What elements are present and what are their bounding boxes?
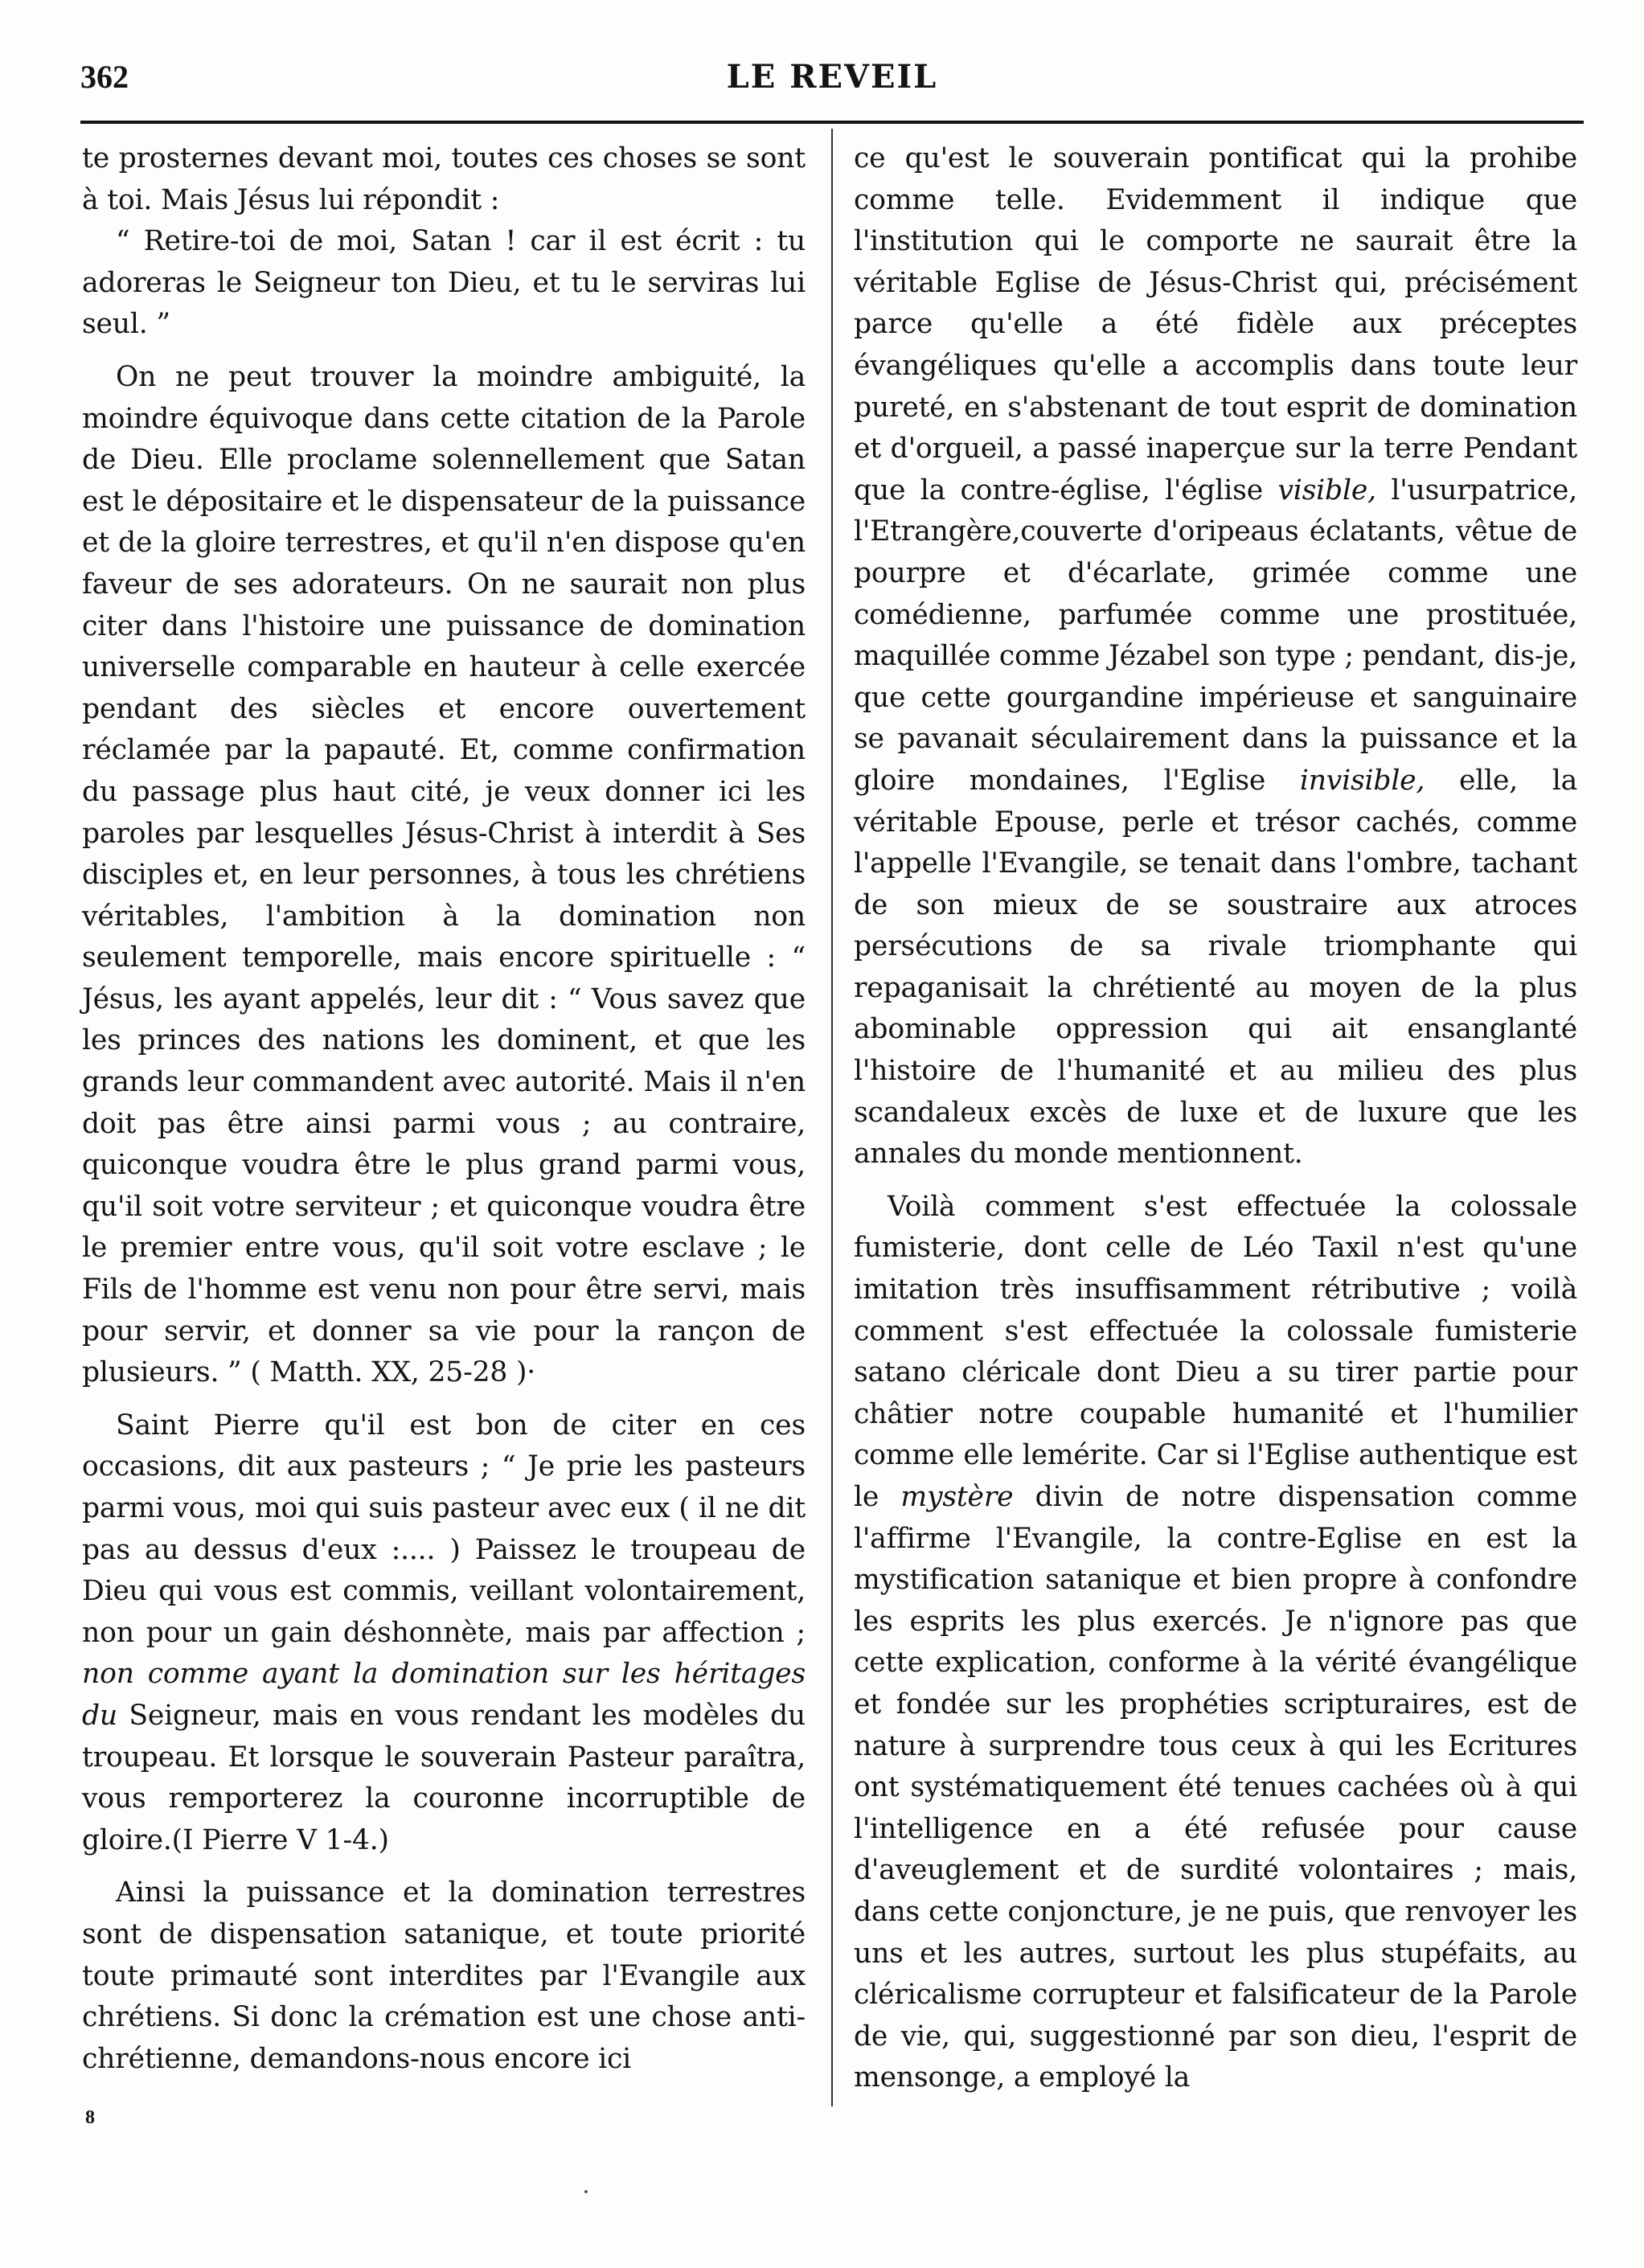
right-paragraph-2-part-b: divin de notre dispensation comme l'affirme l'Evangile, la contre-Eglise en est la mystification satanique et bien propre à confondre les esprits les plus exercés. Je n'ignore pas que cette explication, conforme à la vérité évangélique et fondée sur les prophéties scripturaires, est de nature à surprendre tous ceux à qui les Ecritures ont systématiquement été tenues cachées où à qui l'intelligence en a été refusée pour cause d'aveuglement et de surdité volontaires ; mais, dans cette conjoncture, je ne puis, que renvoyer les uns et les autres, surtout les plus stupéfaits, au cléricalisme corrupteur et falsificateur de la Parole de vie, qui, suggestionné par son dieu, l'esprit de mensonge, a employé la <box>854 1481 1577 2094</box>
right-paragraph-2 <box>854 1187 1577 2099</box>
left-paragraph-5: Ainsi la puissance et la domination terrestres sont de dispensation satanique, et toute priorité toute primauté sont interdites par l'Evangile aux chrétiens. Si donc la crémation est une chose anti-chrétienne, demandons-nous encore ici <box>82 1876 806 2075</box>
left-column <box>82 138 806 2080</box>
left-paragraph-1: te prosternes devant moi, toutes ces choses se sont à toi. Mais Jésus lui répondit : <box>82 142 806 216</box>
left-paragraph-4-part-b: Seigneur, mais en vous rendant les modèles du troupeau. Et lorsque le souverain Pasteur paraîtra, vous remporterez la couronne incorruptible de gloire.(I Pierre V 1-4.) <box>82 1699 806 1856</box>
left-paragraph-4-part-a: Saint Pierre qu'il est bon de citer en ces occasions, dit aux pasteurs ; “ Je prie les pasteurs parmi vous, moi qui suis pasteur avec eux ( il ne dit pas au dessus d'eux :.... ) Paissez le troupeau de Dieu qui vous est commis, veillant volontairement, non pour un gain déshonnète, mais par affection ; <box>82 1409 806 1649</box>
header-rule <box>80 121 1584 124</box>
right-paragraph-1 <box>854 138 1577 1175</box>
right-paragraph-1-part-b: l'usurpatrice, l'Etrangère,couverte d'oripeaus éclatants, vêtue de pourpre et d'écarlate, grimée comme une comédienne, parfumée comme une prostituée, maquillée comme Jézabel son type ; pendant, dis-je, que cette gourgandine impérieuse et sanguinaire se pavanait séculairement dans la puissance et la gloire mondaines, l'Eglise <box>854 474 1577 797</box>
running-title: LE REVEIL <box>726 58 938 96</box>
page-number: 362 <box>80 59 129 95</box>
right-paragraph-1-visible: visible, <box>1277 474 1376 507</box>
right-paragraph-2-part-a: Voilà comment s'est effectuée la colossale fumisterie, dont celle de Léo Taxil n'est qu'une imitation très insuffisamment rétributive ; voilà comment s'est effectuée la colossale fumisterie satano cléricale dont Dieu a su tirer partie pour châtier notre coupable humanité et l'humilier comme elle lemérite. Car si l'Eglise authentique est le <box>854 1190 1577 1513</box>
right-paragraph-1-part-c: elle, la véritable Epouse, perle et trésor cachés, comme l'appelle l'Evangile, se tenait dans l'ombre, tachant de son mieux de se soustraire aux atroces persécutions de sa rivale triomphante qui repaganisait la chrétienté au moyen de la plus abominable oppression qui ait ensanglanté l'histoire de l'humanité et au milieu des plus scandaleux excès de luxe et de luxure que les annales du monde mentionnent. <box>854 764 1577 1171</box>
right-paragraph-1-part-a: ce qu'est le souverain pontificat qui la prohibe comme telle. Evidemment il indique que l'institution qui le comporte ne saurait être la véritable Eglise de Jésus-Christ qui, précisément parce qu'elle a été fidèle aux préceptes évangéliques qu'elle a accomplis dans toute leur pureté, en s'abstenant de tout esprit de domination et d'orgueil, a passé inaperçue sur la terre Pendant que la contre-église, l'église <box>854 142 1577 507</box>
left-paragraph-3: On ne peut trouver la moindre ambiguité, la moindre équivoque dans cette citation de la Parole de Dieu. Elle proclame solennellement que Satan est le dépositaire et le dispensateur de la puissance et de la gloire terrestres, et qu'il n'en dispose qu'en faveur de ses adorateurs. On ne saurait non plus citer dans l'histoire une puissance de domination universelle comparable en hauteur à celle exercée pendant des siècles et encore ouvertement réclamée par la papauté. Et, comme confirmation du passage plus haut cité, je veux donner ici les paroles par lesquelles Jésus-Christ à interdit à Ses disciples et, en leur personnes, à tous les chrétiens véritables, l'ambition à la domination non seulement temporelle, mais encore spirituelle : “ Jésus, les ayant appelés, leur dit : “ Vous savez que les princes des nations les dominent, et que les grands leur commandent avec autorité. Mais il n'en doit pas être ainsi parmi vous ; au contraire, quiconque voudra être le plus grand parmi vous, qu'il soit votre serviteur ; et quiconque voudra être le premier entre vous, qu'il soit votre esclave ; le Fils de l'homme est venu non pour être servi, mais pour servir, et donner sa vie pour la rançon de plusieurs. ” ( Matth. XX, 25-28 )· <box>82 360 806 1389</box>
right-paragraph-1-invisible: invisible, <box>1299 764 1425 797</box>
column-divider <box>831 129 833 2106</box>
left-paragraph-2: “ Retire-toi de moi, Satan ! car il est écrit : tu adoreras le Seigneur ton Dieu, et tu le serviras lui seul. ” <box>82 225 806 341</box>
running-header <box>80 58 1584 106</box>
left-paragraph-4-italic: non comme ayant la domination sur les héritages du <box>82 1658 806 1732</box>
right-column <box>854 138 1577 2099</box>
signature-mark: 8 <box>85 2107 95 2128</box>
right-paragraph-2-mystere: mystère <box>900 1481 1014 1513</box>
left-paragraph-4 <box>82 1405 806 1862</box>
stray-dot <box>584 2190 588 2193</box>
